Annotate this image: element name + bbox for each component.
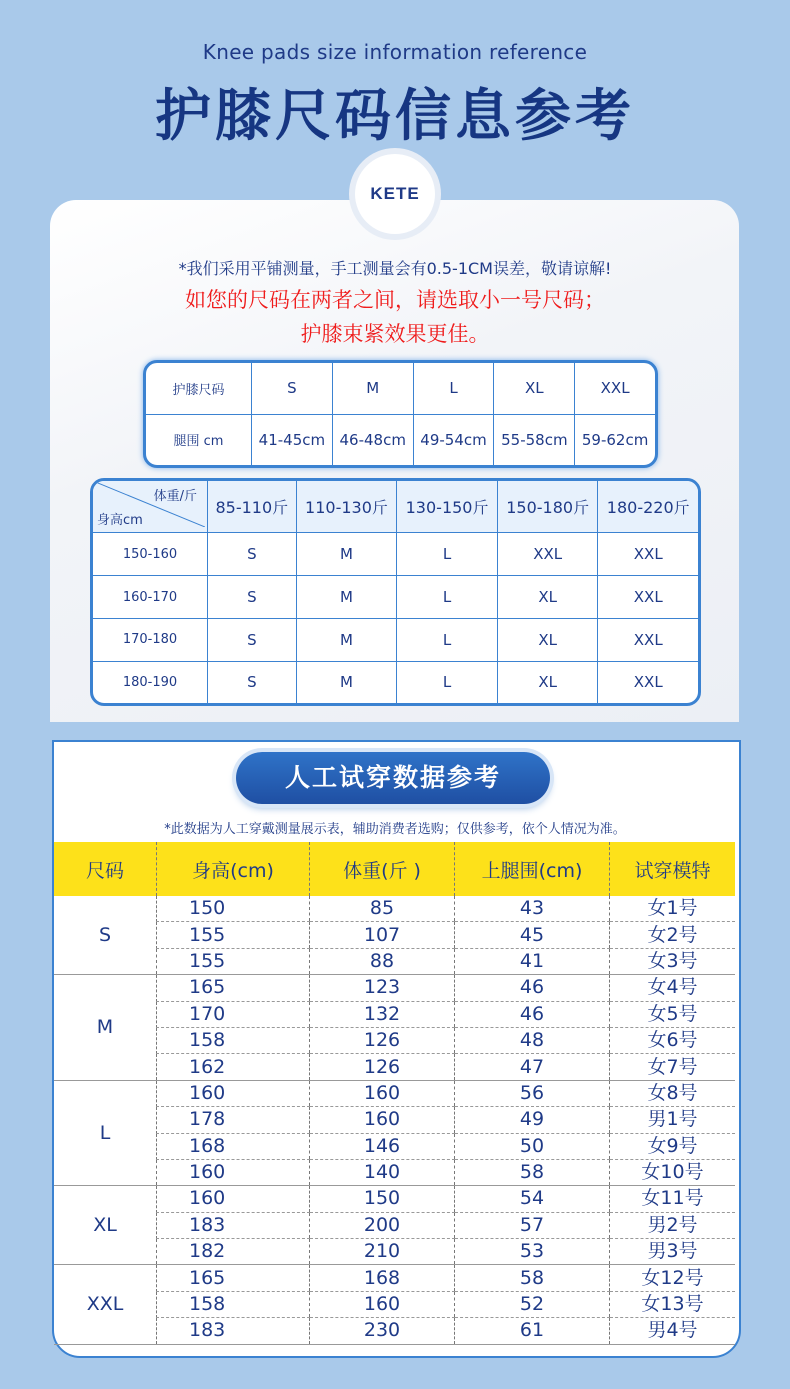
table-row	[54, 1186, 735, 1212]
size-cell: S	[208, 661, 297, 703]
model-cell: 女2号	[610, 922, 736, 948]
girth-cell: 49-54cm	[413, 414, 494, 465]
model-cell: 男2号	[610, 1212, 736, 1238]
thigh-cell: 43	[455, 896, 610, 922]
size-cell: XXL	[598, 618, 698, 661]
table-row	[54, 922, 735, 948]
height-cell: 155	[157, 922, 310, 948]
height-cell: 178	[157, 1107, 310, 1133]
size-cell: M	[332, 363, 413, 414]
model-cell: 女3号	[610, 948, 736, 974]
model-cell: 女4号	[610, 975, 736, 1001]
thigh-cell: 49	[455, 1107, 610, 1133]
leg-girth-label: 腿围 cm	[146, 414, 252, 465]
col-header-size: 尺码	[54, 842, 157, 896]
weight-cell: 85	[310, 896, 455, 922]
logo-text: KETE	[370, 184, 420, 203]
weight-cell: 160	[310, 1107, 455, 1133]
size-row-label: 护膝尺码	[146, 363, 252, 414]
knee-size-table	[143, 360, 658, 468]
table-row	[93, 533, 698, 576]
col-header-thigh: 上腿围(cm)	[455, 842, 610, 896]
height-cell: 168	[157, 1133, 310, 1159]
model-cell: 女11号	[610, 1186, 736, 1212]
brand-logo	[355, 154, 435, 234]
weight-cell: 123	[310, 975, 455, 1001]
height-axis-label: 身高cm	[97, 513, 143, 529]
weight-cell: 160	[310, 1080, 455, 1106]
weight-cell: 140	[310, 1159, 455, 1185]
size-group-label: L	[54, 1080, 157, 1186]
thigh-cell: 48	[455, 1027, 610, 1053]
thigh-cell: 53	[455, 1239, 610, 1265]
girth-cell: 46-48cm	[332, 414, 413, 465]
size-cell: XXL	[598, 661, 698, 703]
trial-note: *此数据为人工穿戴测量展示表，辅助消费者选购；仅供参考，依个人情况为准。	[164, 822, 626, 837]
girth-cell: 41-45cm	[252, 414, 333, 465]
size-cell: S	[252, 363, 333, 414]
thigh-cell: 50	[455, 1133, 610, 1159]
size-cell: XXL	[598, 576, 698, 619]
thigh-cell: 57	[455, 1212, 610, 1238]
girth-cell: 59-62cm	[575, 414, 655, 465]
height-weight-table	[90, 478, 701, 706]
trial-section-title: 人工试穿数据参考	[236, 752, 550, 804]
girth-cell: 55-58cm	[494, 414, 575, 465]
height-label: 150-160	[93, 533, 208, 576]
corner-cell	[93, 481, 208, 533]
size-advice-line1: 如您的尺码在两者之间，请选取小一号尺码；	[185, 288, 605, 312]
height-cell: 182	[157, 1239, 310, 1265]
height-cell: 160	[157, 1186, 310, 1212]
weight-cell: 168	[310, 1265, 455, 1291]
weight-header: 150-180斤	[497, 481, 598, 533]
height-label: 180-190	[93, 661, 208, 703]
table-row	[54, 1054, 735, 1080]
weight-axis-label: 体重/斤	[153, 489, 197, 504]
height-cell: 162	[157, 1054, 310, 1080]
size-cell: M	[296, 661, 397, 703]
height-cell: 183	[157, 1318, 310, 1344]
thigh-cell: 46	[455, 975, 610, 1001]
leg-girth-row	[146, 414, 655, 465]
height-cell: 155	[157, 948, 310, 974]
model-cell: 男4号	[610, 1318, 736, 1344]
table-row	[54, 1239, 735, 1265]
table-row	[54, 975, 735, 1001]
weight-cell: 150	[310, 1186, 455, 1212]
thigh-cell: 58	[455, 1159, 610, 1185]
height-cell: 183	[157, 1212, 310, 1238]
table-row	[93, 576, 698, 619]
table-row	[54, 1212, 735, 1238]
subtitle-english: Knee pads size information reference	[202, 40, 588, 64]
weight-header: 85-110斤	[208, 481, 297, 533]
size-cell: M	[296, 533, 397, 576]
table-row	[54, 948, 735, 974]
size-cell: L	[397, 661, 498, 703]
model-cell: 女8号	[610, 1080, 736, 1106]
trial-header-row	[54, 842, 735, 896]
weight-cell: 230	[310, 1318, 455, 1344]
weight-cell: 88	[310, 948, 455, 974]
weight-header: 110-130斤	[296, 481, 397, 533]
height-label: 160-170	[93, 576, 208, 619]
size-cell: L	[413, 363, 494, 414]
weight-header: 180-220斤	[598, 481, 698, 533]
model-cell: 女5号	[610, 1001, 736, 1027]
height-label: 170-180	[93, 618, 208, 661]
size-cell: XL	[497, 618, 598, 661]
size-cell: L	[397, 576, 498, 619]
model-cell: 女12号	[610, 1265, 736, 1291]
weight-header: 130-150斤	[397, 481, 498, 533]
weight-cell: 126	[310, 1027, 455, 1053]
size-cell: XXL	[497, 533, 598, 576]
table-row	[93, 661, 698, 703]
height-cell: 150	[157, 896, 310, 922]
col-header-height: 身高(cm)	[157, 842, 310, 896]
measurement-note: *我们采用平铺测量，手工测量会有0.5-1CM误差，敬请谅解!	[178, 259, 612, 278]
size-group-label: XL	[54, 1186, 157, 1265]
height-cell: 160	[157, 1080, 310, 1106]
table-row	[54, 1107, 735, 1133]
trial-data-table	[54, 842, 735, 1345]
weight-cell: 126	[310, 1054, 455, 1080]
thigh-cell: 61	[455, 1318, 610, 1344]
size-cell: XL	[497, 661, 598, 703]
model-cell: 女6号	[610, 1027, 736, 1053]
weight-cell: 132	[310, 1001, 455, 1027]
thigh-cell: 58	[455, 1265, 610, 1291]
model-cell: 女10号	[610, 1159, 736, 1185]
table-row	[54, 1265, 735, 1291]
size-cell: XL	[497, 576, 598, 619]
model-cell: 男1号	[610, 1107, 736, 1133]
page-title: 护膝尺码信息参考	[155, 84, 635, 149]
model-cell: 女9号	[610, 1133, 736, 1159]
table-row	[54, 1080, 735, 1106]
model-cell: 女13号	[610, 1291, 736, 1317]
size-group-label: XXL	[54, 1265, 157, 1344]
height-cell: 160	[157, 1159, 310, 1185]
table-row	[54, 896, 735, 922]
size-advice-line2: 护膝束紧效果更佳。	[300, 322, 490, 346]
height-cell: 158	[157, 1291, 310, 1317]
table-row	[54, 1001, 735, 1027]
table-row	[54, 1318, 735, 1344]
model-cell: 女1号	[610, 896, 736, 922]
height-cell: 165	[157, 975, 310, 1001]
model-cell: 女7号	[610, 1054, 736, 1080]
size-cell: XXL	[575, 363, 655, 414]
size-cell: XL	[494, 363, 575, 414]
thigh-cell: 45	[455, 922, 610, 948]
size-cell: S	[208, 576, 297, 619]
model-cell: 男3号	[610, 1239, 736, 1265]
size-cell: S	[208, 618, 297, 661]
weight-cell: 107	[310, 922, 455, 948]
weight-cell: 146	[310, 1133, 455, 1159]
size-group-label: M	[54, 975, 157, 1081]
weight-cell: 200	[310, 1212, 455, 1238]
table-row	[93, 618, 698, 661]
col-header-model: 试穿模特	[610, 842, 736, 896]
thigh-cell: 41	[455, 948, 610, 974]
size-cell: L	[397, 618, 498, 661]
size-cell: M	[296, 576, 397, 619]
thigh-cell: 46	[455, 1001, 610, 1027]
thigh-cell: 52	[455, 1291, 610, 1317]
height-cell: 165	[157, 1265, 310, 1291]
thigh-cell: 47	[455, 1054, 610, 1080]
thigh-cell: 54	[455, 1186, 610, 1212]
height-cell: 170	[157, 1001, 310, 1027]
thigh-cell: 56	[455, 1080, 610, 1106]
weight-header-row	[93, 481, 698, 533]
col-header-weight: 体重(斤 )	[310, 842, 455, 896]
size-cell: S	[208, 533, 297, 576]
height-cell: 158	[157, 1027, 310, 1053]
weight-cell: 160	[310, 1291, 455, 1317]
table-row	[54, 1133, 735, 1159]
size-group-label: S	[54, 896, 157, 975]
size-cell: M	[296, 618, 397, 661]
table-row	[54, 1291, 735, 1317]
size-cell: L	[397, 533, 498, 576]
weight-cell: 210	[310, 1239, 455, 1265]
table-row	[54, 1027, 735, 1053]
table-row	[54, 1159, 735, 1185]
size-row	[146, 363, 655, 414]
size-cell: XXL	[598, 533, 698, 576]
